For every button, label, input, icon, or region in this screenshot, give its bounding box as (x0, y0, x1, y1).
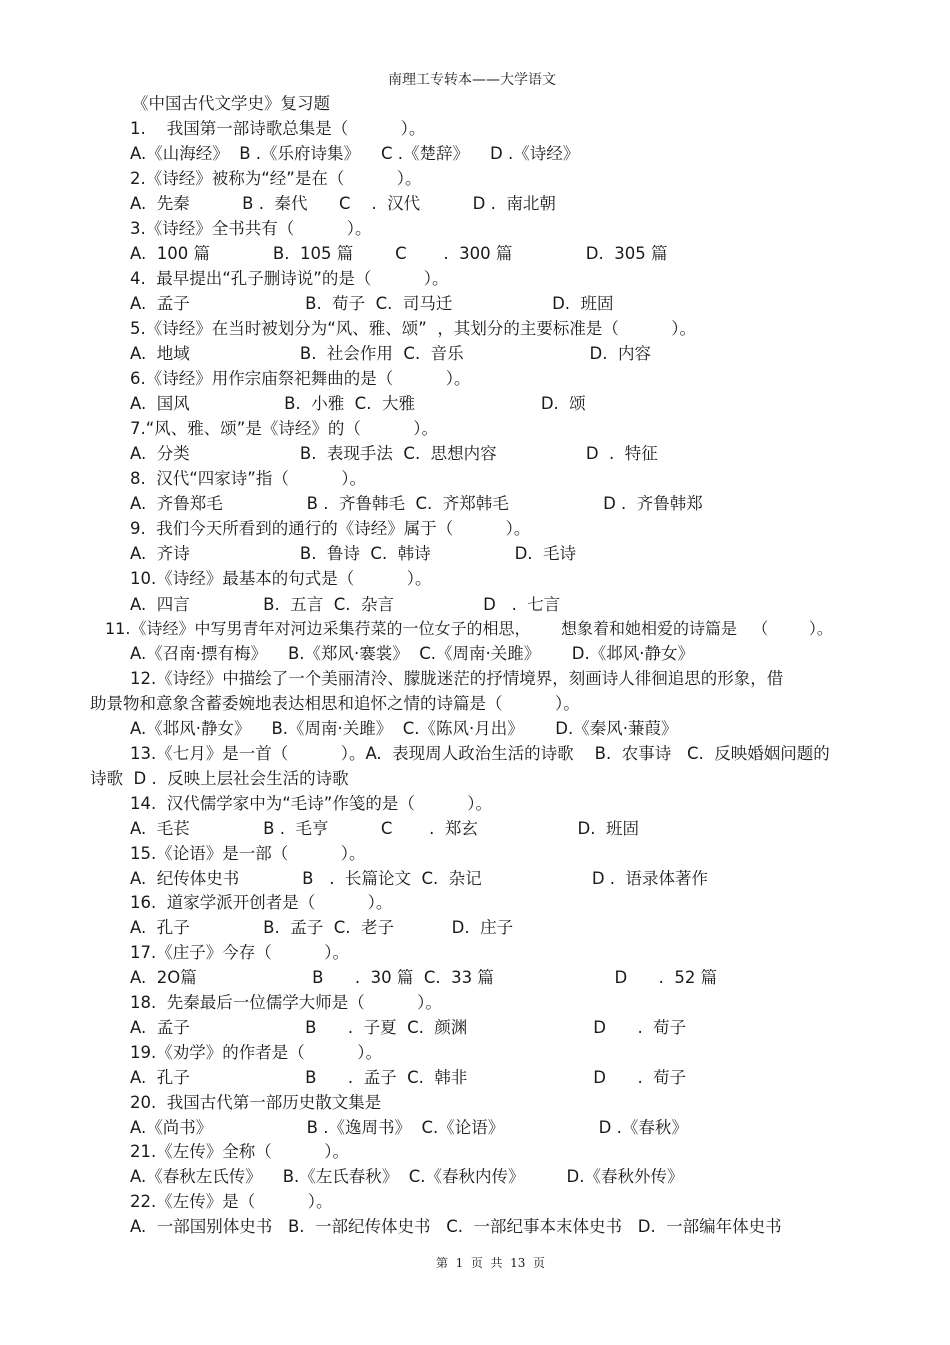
question-line: 15.《论语》是一部（ ）。 (130, 844, 366, 863)
page-footer: 第 1 页 共 13 页 (436, 1256, 546, 1270)
question-line: 20. 我国古代第一部历史散文集是 (130, 1093, 382, 1112)
option-line: A. 国风 B. 小雅 C. 大雅 D. 颂 (130, 394, 586, 413)
option-line: A. 2O篇 B . 30 篇 C. 33 篇 D . 52 篇 (130, 968, 718, 987)
question-line: 17.《庄子》今存（ ）。 (130, 943, 349, 962)
option-line: A. 分类 B. 表现手法 C. 思想内容 D . 特征 (130, 444, 658, 463)
option-line: A. 地域 B. 社会作用 C. 音乐 D. 内容 (130, 344, 651, 363)
option-line: A. 孔子 B . 孟子 C. 韩非 D . 荀子 (130, 1068, 687, 1087)
option-line: A. 孟子 B . 子夏 C. 颜渊 D . 荀子 (130, 1018, 687, 1037)
option-line: A.《邶风·静女》 B.《周南·关雎》 C.《陈风·月出》 D.《秦风·蒹葭》 (130, 719, 678, 738)
option-line: A. 100 篇 B. 105 篇 C . 300 篇 D. 305 篇 (130, 244, 668, 263)
question-line: 22.《左传》是（ ）。 (130, 1192, 333, 1211)
question-line: 诗歌 D . 反映上层社会生活的诗歌 (90, 769, 349, 788)
option-line: A.《召南·摽有梅》 B.《郑风·褰裳》 C.《周南·关雎》 D.《邶风·静女》 (130, 644, 694, 663)
option-line: A. 孟子 B. 荀子 C. 司马迁 D. 班固 (130, 294, 614, 313)
option-line: A. 纪传体史书 B . 长篇论文 C. 杂记 D . 语录体著作 (130, 869, 709, 888)
question-line: 13.《七月》是一首（ ）。A. 表现周人政治生活的诗歌 B. 农事诗 C. 反映婚姻问题的 (130, 744, 830, 763)
question-line: 14. 汉代儒学家中为“毛诗”作笺的是（ ）。 (130, 794, 493, 813)
question-line: 8. 汉代“四家诗”指（ ）。 (130, 469, 367, 488)
question-line: 21.《左传》全称（ ）。 (130, 1142, 349, 1161)
option-line: A. 四言 B. 五言 C. 杂言 D . 七言 (130, 595, 561, 614)
question-line: 10.《诗经》最基本的句式是（ ）。 (130, 569, 432, 588)
document-title: 《中国古代文学史》复习题 (132, 94, 330, 113)
question-line: 2.《诗经》被称为“经”是在（ ）。 (130, 169, 422, 188)
option-line: A. 齐诗 B. 鲁诗 C. 韩诗 D. 毛诗 (130, 544, 577, 563)
question-line: 5.《诗经》在当时被划分为“风、雅、颂” ，其划分的主要标准是（ ）。 (130, 319, 697, 338)
question-line: 11.《诗经》中写男青年对河边采集荇菜的一位女子的相思， 想象着和她相爱的诗篇是 （ ）。 (105, 619, 833, 638)
option-line: A.《尚书》 B .《逸周书》 C.《论语》 D .《春秋》 (130, 1118, 688, 1137)
option-line: A. 齐鲁郑毛 B . 齐鲁韩毛 C. 齐郑韩毛 D . 齐鲁韩郑 (130, 494, 703, 513)
option-line: A. 一部国别体史书 B. 一部纪传体史书 C. 一部纪事本末体史书 D. 一部编年体史书 (130, 1217, 782, 1236)
question-line: 9. 我们今天所看到的通行的《诗经》属于（ ）。 (130, 519, 531, 538)
question-line: 6.《诗经》用作宗庙祭祀舞曲的是（ ）。 (130, 369, 471, 388)
question-line: 18. 先秦最后一位儒学大师是（ ）。 (130, 993, 442, 1012)
page-header: 南理工专转本——大学语文 (388, 72, 556, 88)
question-line: 12.《诗经》中描绘了一个美丽清泠、朦胧迷茫的抒情境界，刻画诗人徘徊追思的形象，借 (130, 669, 784, 688)
option-line: A. 先秦 B . 秦代 C . 汉代 D . 南北朝 (130, 194, 556, 213)
question-line: 7.“风、雅、颂”是《诗经》的（ ）。 (130, 419, 439, 438)
question-line: 16. 道家学派开创者是（ ）。 (130, 893, 393, 912)
question-line: 3.《诗经》全书共有（ ）。 (130, 219, 372, 238)
question-line: 助景物和意象含蓄委婉地表达相思和追怀之情的诗篇是（ ）。 (90, 694, 580, 713)
question-line: 19.《劝学》的作者是（ ）。 (130, 1043, 382, 1062)
option-line: A. 毛苌 B . 毛亨 C . 郑玄 D. 班固 (130, 819, 639, 838)
question-line: 1. 我国第一部诗歌总集是（ ）。 (130, 119, 426, 138)
option-line: A.《春秋左氏传》 B.《左氏春秋》 C.《春秋内传》 D.《春秋外传》 (130, 1167, 684, 1186)
option-line: A.《山海经》 B .《乐府诗集》 C .《楚辞》 D .《诗经》 (130, 144, 580, 163)
question-line: 4. 最早提出“孔子删诗说”的是（ ）。 (130, 269, 449, 288)
option-line: A. 孔子 B. 孟子 C. 老子 D. 庄子 (130, 918, 514, 937)
